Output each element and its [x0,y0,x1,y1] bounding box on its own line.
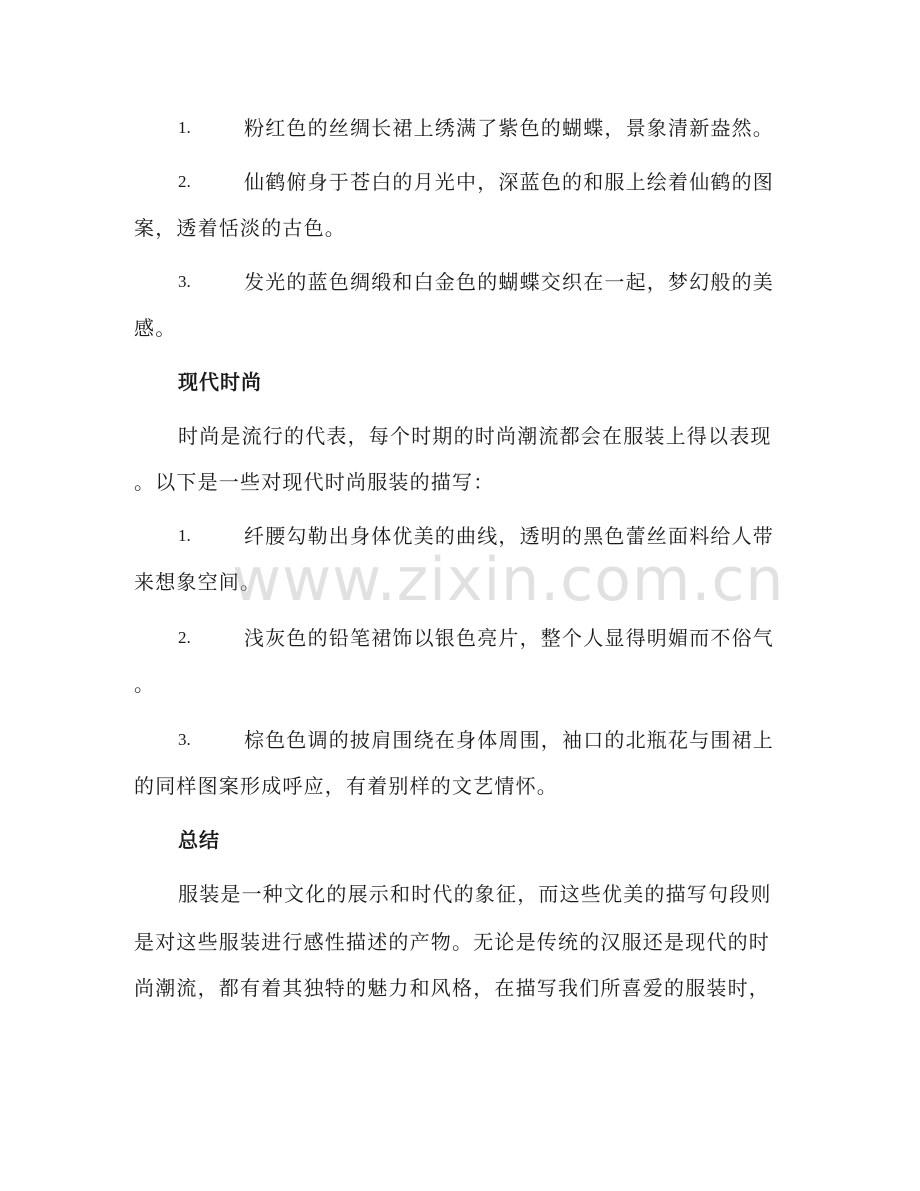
list-item-text: 浅灰色的铅笔裙饰以银色亮片，整个人显得明媚而不俗气 [244,626,774,650]
list-number: 1. [178,118,191,137]
paragraph-line: 是对这些服装进行感性描述的产物。无论是传统的汉服还是现代的时 [134,930,770,954]
list-item-text: 棕色色调的披肩围绕在身体周围，袖口的北瓶花与围裙上 [244,728,774,752]
paragraph-line: 时尚是流行的代表，每个时期的时尚潮流都会在服装上得以表现 [178,424,772,448]
paragraph-line: 服装是一种文化的展示和时代的象征，而这些优美的描写句段则 [178,882,772,906]
section-heading: 总结 [178,828,220,852]
list-number: 2. [178,172,191,191]
paragraph-line: 。以下是一些对现代时尚服装的描写： [134,470,495,494]
list-item-text: 发光的蓝色绸缎和白金色的蝴蝶交织在一起，梦幻般的美 [244,270,774,294]
list-item-text: 来想象空间。 [134,570,262,594]
list-item-text: 粉红色的丝绸长裙上绣满了紫色的蝴蝶，景象清新盎然。 [244,116,774,140]
list-number: 2. [178,628,191,647]
list-item-text: 案，透着恬淡的古色。 [134,216,346,240]
list-number: 1. [178,526,191,545]
paragraph-line: 尚潮流，都有着其独特的魅力和风格，在描写我们所喜爱的服装时， [134,976,770,1000]
list-item-text: 仙鹤俯身于苍白的月光中，深蓝色的和服上绘着仙鹤的图 [244,170,774,194]
list-item-text: 。 [134,672,156,696]
list-number: 3. [178,272,191,291]
list-number: 3. [178,730,191,749]
list-item-text: 的同样图案形成呼应，有着别样的文艺情怀。 [134,774,558,798]
list-item-text: 感。 [134,316,177,340]
section-heading: 现代时尚 [178,370,262,394]
watermark: www.zixin.com.cn [232,545,785,615]
list-item-text: 纤腰勾勒出身体优美的曲线，透明的黑色蕾丝面料给人带 [244,524,774,548]
